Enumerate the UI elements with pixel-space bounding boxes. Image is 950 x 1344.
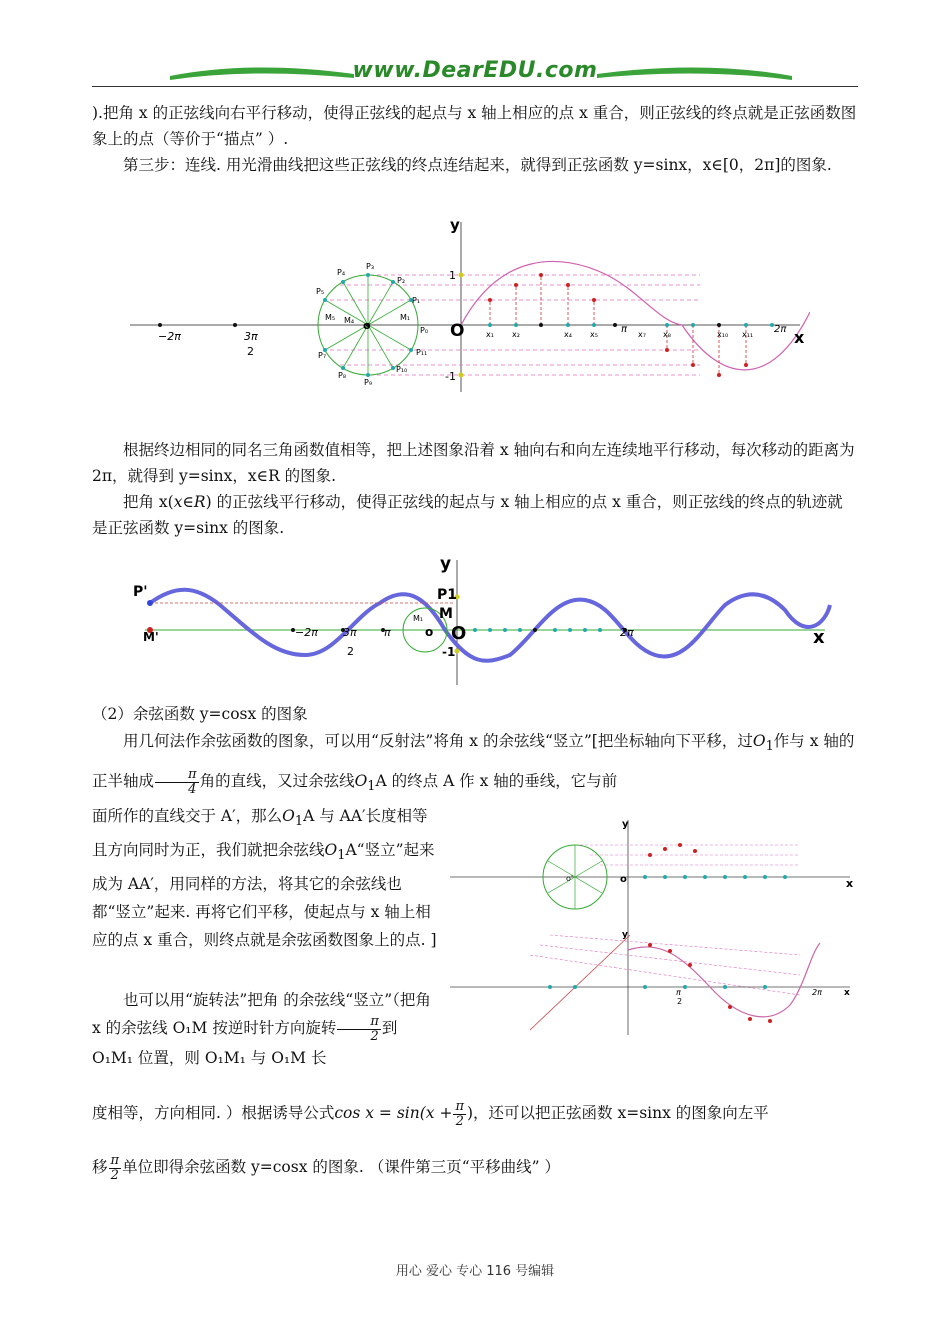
figure-sine-full: [125, 555, 835, 690]
p8-text-a: 也可以用“旋转法”把角 的余弦线“竖立”（把角 x 的余弦线 O₁M 按逆时针方向旋转: [92, 991, 431, 1037]
paragraph-induction-formula: [92, 1096, 858, 1130]
p9-fraction-pi-2: [453, 1100, 466, 1129]
fig2-twopi-label: 2π: [620, 626, 634, 639]
fig3-two-label: 2: [677, 997, 683, 1006]
page-header: [92, 56, 858, 92]
p4-math: x∈R: [173, 493, 206, 511]
fig2-neg3pi-label: 3π: [343, 626, 357, 639]
fig1-P9-label: P₉: [364, 378, 373, 387]
p7-text-a: 面所作的直线交于 A′，那么: [92, 807, 283, 825]
paragraph-shift-sine-lines: ).把角 x 的正弦线向右平行移动，使得正弦线的起点与 x 轴上相应的点 x 重合，则正弦线的终点就是正弦函数图象上的点（等价于“描点” ）.: [92, 104, 857, 148]
fig1-o-label: o: [363, 319, 371, 332]
p6-text-a: 用几何法作余弦函数的图象，可以用“反射法”将角 x 的余弦线“竖立”[把坐标轴向下平移，过: [123, 732, 753, 750]
p7-o1-b: O: [324, 841, 338, 860]
fig2-neg2pi-label: −2π: [295, 626, 318, 639]
paragraph-shift-left: [92, 1150, 858, 1184]
fig1-P4-label: P₄: [337, 268, 346, 277]
p10-text-b: 单位即得余弦函数 y=cosx 的图象. （课件第三页“平移曲线” ）: [122, 1158, 560, 1176]
p7-text-b: A 与 AA′长度相等且方向同时为正，我们就把余弦线: [92, 807, 428, 860]
fig1-M1-label: M₁: [400, 313, 411, 322]
fig1-pi-label: π: [621, 324, 628, 335]
fig1-x5-label: x₅: [590, 330, 598, 339]
fig1-origin-label: O: [450, 321, 465, 341]
fig2-pprime-point: [147, 600, 153, 606]
fig1-P0-label: P₀: [420, 326, 429, 335]
p6-fraction-pi-4: [155, 768, 199, 797]
fig1-x1-label: x₁: [486, 330, 494, 339]
fig3-reflection-line: [530, 935, 630, 1030]
p10-frac-den: 2: [110, 1167, 119, 1183]
fig3-twopi-label: 2π: [812, 988, 822, 997]
fig1-neg2pi-label: −2π: [158, 330, 181, 343]
fig1-neg-one-label: -1: [445, 370, 456, 383]
fig2-x-label: x: [813, 627, 825, 648]
paragraph-reflection-cont: [92, 802, 437, 954]
fig1-P1-label: P₁: [412, 296, 421, 305]
fig3-axis-points: [548, 875, 787, 989]
fig2-origin-label: O: [451, 623, 467, 644]
fig1-neg-one-marker: [459, 373, 464, 378]
p7-o1-b-sub: 1: [337, 848, 346, 864]
p9-text-b: )，还可以把正弦函数 x=sinx 的图象向左平: [466, 1104, 769, 1122]
page-footer: 用心 爱心 专心 116 号编辑: [395, 1264, 555, 1279]
figure-cosine-construction: [450, 815, 860, 1040]
p10-text-a: 移: [92, 1158, 108, 1176]
fig1-x11-label: x₁₁: [742, 330, 754, 339]
paragraph-periodic-shift: 根据终边相同的同名三角函数值相等，把上述图象沿着 x 轴向右和向左连续地平行移动，每次移动的距离为 2π，就得到 y=sinx，x∈R 的图象.: [92, 441, 855, 485]
fig2-M-label: M: [439, 606, 453, 622]
fig1-P8-label: P₈: [338, 371, 347, 380]
fig1-x2-label: x₂: [512, 330, 520, 339]
p7-text-c: A“竖立”起来成为 AA′，用同样的方法，将其它的余弦线也都“竖立”起来. 再将它们平移，使起点与 x 轴上相应的点 x 重合，则终点就是余弦函数图象上的点. ]: [92, 841, 437, 950]
fig1-P2-label: P₂: [397, 276, 406, 285]
p6-o1-sub: 1: [765, 739, 774, 755]
fig3-top-x-label: x: [846, 877, 854, 890]
fig3-top-y-label: y: [622, 819, 629, 830]
fig2-pi-label: π: [384, 626, 391, 639]
fig2-sine-curve: [150, 590, 830, 661]
fig3-o-label: o: [620, 874, 627, 885]
fig2-y-label: y: [440, 555, 452, 574]
p6-frac-den: 4: [188, 781, 197, 797]
fig2-o-label: o: [425, 625, 434, 639]
fig3-curve-points: [648, 843, 772, 1023]
fig3-dashed-guides: [530, 845, 800, 995]
paragraph-step-three: 第三步：连线. 用光滑曲线把这些正弦线的终点连结起来，就得到正弦函数 y=sinx，x∈[0，2π]的图象.: [123, 156, 832, 174]
fig1-x-label: x: [794, 328, 805, 347]
fig2-neg-one-label: -1: [442, 645, 456, 659]
fig1-two-label: 2: [247, 345, 254, 358]
fig2-two-label: 2: [347, 645, 354, 658]
fig2-mprime-label: M': [143, 630, 159, 644]
fig1-x7-label: x₇: [638, 330, 646, 339]
fig2-M1-label: M₁: [413, 614, 424, 623]
fig1-twopi-label: 2π: [774, 324, 787, 335]
fig1-one-marker: [459, 273, 464, 278]
p6-text-b: 作与 x 轴的正半轴成: [92, 732, 855, 791]
fig3-pi-label: π: [676, 988, 681, 997]
fig2-pprime-label: P': [133, 584, 148, 600]
p9-frac-num: π: [455, 1098, 464, 1114]
p4-text-a: 把角 x(: [123, 493, 174, 511]
p10-fraction-pi-2: [109, 1154, 122, 1183]
fig1-x4-label: x₄: [564, 330, 572, 339]
paragraph-locus: [92, 489, 858, 541]
figure-sine-construction: [120, 212, 810, 402]
p6-text-c: 角的直线，又过余弦线: [199, 772, 355, 791]
section-heading-cosine: （2）余弦函数 y=cosx 的图象: [92, 705, 308, 723]
fig1-x8-label: x₈: [663, 330, 671, 339]
p6-text-d: A 的终点 A 作 x 轴的垂线，它与前: [375, 772, 618, 791]
p8-frac-num: π: [337, 1015, 381, 1030]
fig1-M5-label: M₅: [325, 313, 336, 322]
fig1-M4-label: M₄: [344, 316, 355, 325]
paragraph-rotation-method: [92, 986, 437, 1072]
fig1-x10-label: x₁₀: [717, 330, 729, 339]
p8-fraction-pi-2: [337, 1015, 381, 1044]
fig1-P3-label: P₃: [366, 262, 375, 271]
fig1-P7-label: P₇: [318, 351, 327, 360]
site-logo[interactable]: www.DearEDU.com: [352, 58, 598, 83]
p8-text-b: 到 O₁M₁ 位置，则 O₁M₁ 与 O₁M 长: [92, 1019, 398, 1067]
fig3-oprime-label: o': [566, 874, 574, 883]
p9-text-a: 度相等，方向相同. ）根据诱导公式: [92, 1104, 335, 1122]
p8-frac-den: 2: [370, 1028, 379, 1044]
p7-o1: O: [282, 807, 295, 825]
p9-frac-den: 2: [455, 1113, 464, 1129]
fig1-P5-label: P₅: [316, 287, 325, 296]
fig3-bottom-y-label: y: [622, 930, 628, 940]
p6-o1: O: [752, 732, 766, 750]
fig1-P10-label: P₁₀: [396, 365, 408, 374]
p6-o1-b: O: [354, 772, 368, 791]
p10-frac-num: π: [110, 1152, 120, 1168]
p6-o1-b-sub: 1: [367, 779, 376, 795]
fig1-neg3pi-label: 3π: [244, 330, 258, 343]
fig1-y-label: y: [450, 216, 460, 234]
fig2-P1-label: P1: [437, 587, 458, 603]
fig1-one-label: 1: [449, 269, 456, 282]
p7-o1-sub: 1: [294, 814, 304, 830]
fig3-bottom-x-label: x: [844, 988, 850, 998]
paragraph-reflection-method: [92, 724, 858, 804]
p4-text-b: ) 的正弦线平行移动，使得正弦线的起点与 x 轴上相应的点 x 重合，则正弦线的终点的轨迹就是正弦函数 y=sinx 的图象.: [92, 493, 843, 537]
fig1-P11-label: P₁₁: [416, 348, 428, 357]
fig1-sine-curve: [461, 261, 810, 369]
p9-formula: cos x = sin(x +: [334, 1104, 453, 1122]
p6-frac-num: π: [155, 768, 199, 783]
header-rule: [92, 86, 858, 87]
